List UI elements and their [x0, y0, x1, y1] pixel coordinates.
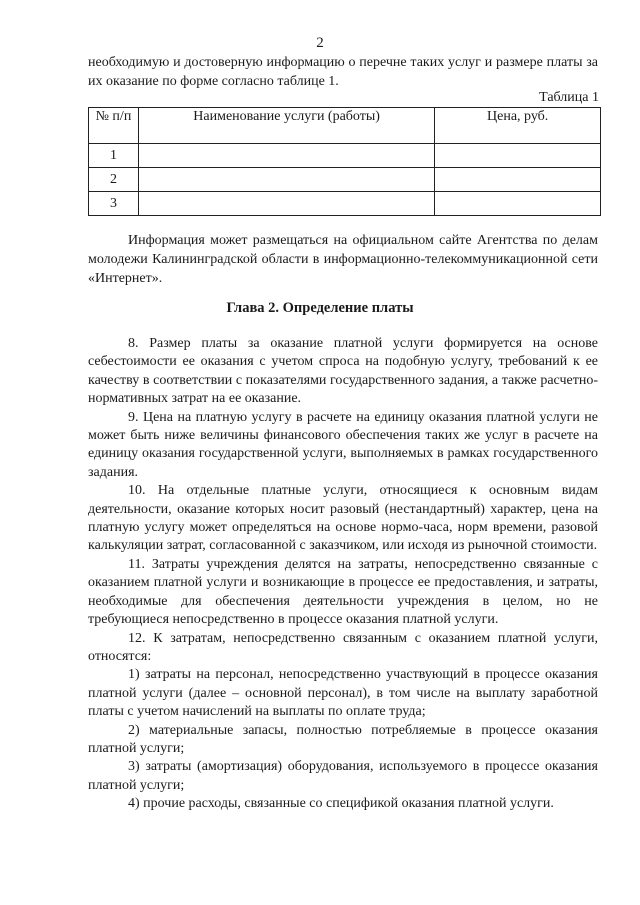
services-price-table — [88, 107, 601, 216]
paragraph-10: 10. На отдельные платные услуги, относящиеся к основным видам деятельности, оказание которых носит разовый (нестандартный) характер, цена на платную услугу может определяться на основе нормо-часа, норм времени, разовой калькуляции затрат, согласованной с заказчиком, или исходя из рыночной стоимости. — [88, 483, 598, 554]
list-item-1: 1) затраты на персонал, непосредственно участвующий в процессе оказания платной услуги (далее – основной персонал), в том числе на выплату заработной платы с учетом начислений на выплаты по оплате труда; — [88, 667, 598, 720]
column-header-price: Цена, руб. — [435, 108, 601, 144]
row-number-cell: 1 — [89, 144, 139, 168]
paragraph-11: 11. Затраты учреждения делятся на затраты, непосредственно связанные с оказанием платной услуги и возникающие в процессе ее предоставления, и затраты, необходимые для обеспечения деятельности учреждения в целом, но не требующиеся непосредственно в процессе оказания платной услуги. — [88, 556, 598, 628]
chapter-body — [88, 335, 598, 814]
publication-info-paragraph: Информация может размещаться на официальном сайте Агентства по делам молодежи Калининградской области в информационно-телекоммуникационной сети «Интернет». — [88, 233, 598, 286]
column-header-service-name: Наименование услуги (работы) — [138, 108, 434, 144]
table-caption: Таблица 1 — [539, 90, 599, 105]
paragraph-9: 9. Цена на платную услугу в расчете на единицу оказания платной услуги не может быть ниже величины финансового обеспечения таких же услуг в расчете на единицу оказания государственной услуги, выполняемых в рамках государственного задания. — [88, 409, 598, 480]
intro-paragraph: необходимую и достоверную информацию о перечне таких услуг и размере платы за их оказание по форме согласно таблице 1. — [88, 55, 598, 89]
service-name-cell — [138, 168, 434, 192]
price-cell — [435, 192, 601, 216]
paragraph-8: 8. Размер платы за оказание платной услуги формируется на основе себестоимости ее оказания с учетом спроса на подобную услугу, требований к ее качеству в соответствии с показателями государственного задания, а также расчетно-нормативных затрат на ее оказание. — [88, 336, 598, 407]
service-name-cell — [138, 144, 434, 168]
row-number-cell: 3 — [89, 192, 139, 216]
table-row — [89, 168, 601, 192]
list-item-2: 2) материальные запасы, полностью потребляемые в процессе оказания платной услуги; — [88, 722, 598, 756]
price-cell — [435, 168, 601, 192]
service-name-cell — [138, 192, 434, 216]
column-header-number: № п/п — [89, 108, 139, 144]
page-number: 2 — [316, 35, 324, 51]
table-header-row — [89, 108, 601, 144]
price-cell — [435, 144, 601, 168]
table-row — [89, 192, 601, 216]
list-item-3: 3) затраты (амортизация) оборудования, используемого в процессе оказания платной услуги; — [88, 759, 598, 793]
paragraph-12: 12. К затратам, непосредственно связанным с оказанием платной услуги, относятся: — [88, 630, 598, 664]
list-item-4: 4) прочие расходы, связанные со спецификой оказания платной услуги. — [128, 796, 554, 812]
table-row — [89, 144, 601, 168]
row-number-cell: 2 — [89, 168, 139, 192]
chapter-heading: Глава 2. Определение платы — [226, 300, 414, 316]
